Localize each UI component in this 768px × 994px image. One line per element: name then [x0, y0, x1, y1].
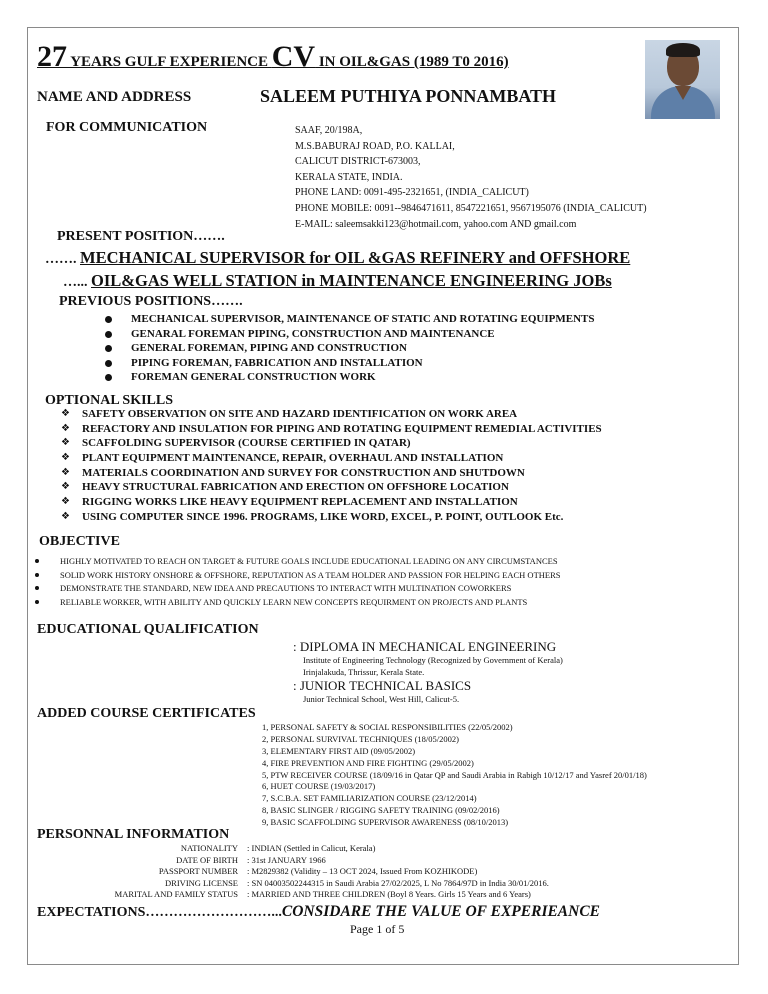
list-item: DEMONSTRATE THE STANDARD, NEW IDEA AND PRECAUTIONS TO INTERACT WITH MULTINATION COWORKERS [34, 583, 561, 597]
list-item: 1, PERSONAL SAFETY & SOCIAL RESPONSIBILITIES (22/05/2002) [262, 722, 513, 732]
cv-title [37, 40, 509, 74]
list-item: GENARAL FOREMAN PIPING, CONSTRUCTION AND MAINTENANCE [104, 328, 595, 343]
list-item: ❖ USING COMPUTER SINCE 1996. PROGRAMS, LIKE WORD, EXCEL, P. POINT, OUTLOOK Etc. [61, 510, 564, 523]
list-item: FOREMAN GENERAL CONSTRUCTION WORK [104, 371, 595, 386]
diamond-bullet-icon: ❖ [61, 510, 70, 522]
present-position-line-1 [45, 248, 630, 268]
education-diploma-place: Irinjalakuda, Thrissur, Kerala State. [303, 667, 425, 677]
personal-info-label: PERSONNAL INFORMATION [37, 827, 230, 842]
title-years-number: 27 [37, 40, 67, 73]
expectations-line [37, 903, 600, 921]
objective-list [34, 556, 561, 610]
address-block [295, 123, 647, 232]
list-item: ❖ HEAVY STRUCTURAL FABRICATION AND ERECTION ON OFFSHORE LOCATION [61, 481, 509, 494]
objective-label: OBJECTIVE [39, 534, 120, 549]
diamond-bullet-icon: ❖ [61, 481, 70, 493]
name-label: NAME AND ADDRESS [37, 89, 192, 105]
address-line: CALICUT DISTRICT-673003, [295, 156, 421, 168]
list-item: 5, PTW RECEIVER COURSE (18/09/16 in Qatar QP and Saudi Arabia in Rabigh 10/12/17 and Yasref 20/01/18) [262, 769, 647, 780]
title-cv: CV [271, 40, 316, 73]
list-item: 3, ELEMENTARY FIRST AID (09/05/2002) [262, 745, 416, 756]
list-item: PIPING FOREMAN, FABRICATION AND INSTALLATION [104, 357, 595, 372]
personal-field-value: : MARRIED AND THREE CHILDREN (Boyl 8 Years. Girls 15 Years and 6 Years) [247, 889, 531, 900]
list-item: ❖ MATERIALS COORDINATION AND SURVEY FOR CONSTRUCTION AND SHUTDOWN [61, 466, 525, 479]
diamond-bullet-icon: ❖ [61, 437, 70, 449]
optional-skills-label: OPTIONAL SKILLS [45, 393, 173, 408]
address-line: M.S.BABURAJ ROAD, P.O. KALLAI, [295, 140, 455, 152]
personal-field-label: DRIVING LICENSE [165, 877, 238, 888]
diamond-bullet-icon: ❖ [61, 452, 70, 464]
phone-mobile: PHONE MOBILE: 0091--9846471611, 8547221651, 9567195076 (INDIA_CALICUT) [295, 202, 647, 214]
list-item: ❖ SAFETY OBSERVATION ON SITE AND HAZARD IDENTIFICATION ON WORK AREA [61, 408, 518, 420]
personal-field-value: : INDIAN (Settled in Calicut, Kerala) [247, 843, 376, 853]
personal-field-label: NATIONALITY [180, 843, 238, 853]
list-item: 7, S.C.B.A. SET FAMILIARIZATION COURSE (23/12/2014) [262, 793, 477, 804]
communication-label: FOR COMMUNICATION [46, 120, 208, 135]
personal-field-label: MARITAL AND FAMILY STATUS [114, 889, 238, 900]
personal-field-label: DATE OF BIRTH [176, 854, 238, 865]
list-item: ❖ PLANT EQUIPMENT MAINTENANCE, REPAIR, OVERHAUL AND INSTALLATION [61, 452, 504, 465]
email-line: E-MAIL: saleemsakki123@hotmail.com, yahoo.com AND gmail.com [295, 218, 577, 230]
list-item: RELIABLE WORKER, WITH ABILITY AND QUICKLY LEARN NEW CONCEPTS REQUIRMENT ON PROJECTS AND PLANTS [34, 597, 561, 611]
list-item: ❖ SCAFFOLDING SUPERVISOR (COURSE CERTIFIED IN QATAR) [61, 437, 411, 450]
address-line: KERALA STATE, INDIA. [295, 171, 403, 183]
title-part-2: IN OIL&GAS (1989 T0 2016) [315, 54, 509, 70]
list-item: ❖ REFACTORY AND INSULATION FOR PIPING AND ROTATING EQUIPMENT REMEDIAL ACTIVITIES [61, 422, 602, 435]
page-number: Page 1 of 5 [350, 922, 405, 936]
diamond-bullet-icon: ❖ [61, 496, 70, 508]
name-value: SALEEM PUTHIYA PONNAMBATH [260, 86, 557, 106]
title-part-1: YEARS GULF EXPERIENCE [67, 54, 272, 70]
present-position-1: MECHANICAL SUPERVISOR for OIL &GAS REFINERY and OFFSHORE [80, 248, 631, 267]
personal-info-values [247, 843, 549, 901]
personal-field-value: : SN 04003502244315 in Saudi Arabia 27/02/2025, L No 7864/97D in India 30/01/2016. [247, 877, 549, 888]
expectations-value: CONSIDARE THE VALUE OF EXPERIEANCE [281, 903, 601, 920]
education-junior: : JUNIOR TECHNICAL BASICS [293, 678, 472, 693]
list-item: 9, BASIC SCAFFOLDING SUPERVISOR AWARENESS (08/10/2013) [262, 817, 509, 828]
list-item: SOLID WORK HISTORY ONSHORE & OFFSHORE, REPUTATION AS A TEAM HOLDER AND PASSION FOR HELPING EACH OTHERS [34, 570, 561, 584]
personal-field-value: : 31st JANUARY 1966 [247, 854, 326, 865]
diamond-bullet-icon: ❖ [61, 408, 70, 419]
previous-positions-label: PREVIOUS POSITIONS……. [59, 294, 243, 309]
education-junior-institute: Junior Technical School, West Hill, Calicut-5. [303, 694, 460, 704]
list-item: HIGHLY MOTIVATED TO REACH ON TARGET & FUTURE GOALS INCLUDE EDUCATIONAL LEADING ON ANY CIRCUMSTANCES [34, 556, 561, 570]
list-item: GENERAL FOREMAN, PIPING AND CONSTRUCTION [104, 342, 595, 357]
expectations-label: EXPECTATIONS………………………... [37, 905, 282, 920]
optional-skills-list [60, 408, 602, 526]
education-diploma: : DIPLOMA IN MECHANICAL ENGINEERING [293, 639, 557, 654]
list-item: 8, BASIC SLINGER / RIGGING SAFETY TRAINING (09/02/2016) [262, 805, 500, 816]
personal-field-value: : M2829382 (Validity – 13 OCT 2024, Issued From KOZHIKODE) [247, 866, 478, 877]
personal-field-label: PASSPORT NUMBER [158, 866, 238, 877]
previous-positions-list [104, 313, 595, 386]
list-item: 4, FIRE PREVENTION AND FIRE FIGHTING (29/05/2002) [262, 757, 474, 768]
courses-list [262, 722, 647, 829]
courses-label: ADDED COURSE CERTIFICATES [37, 706, 256, 721]
present-position-label: PRESENT POSITION……. [57, 229, 225, 244]
diamond-bullet-icon: ❖ [61, 422, 70, 434]
phone-land: PHONE LAND: 0091-495-2321651, (INDIA_CALICUT) [295, 187, 529, 199]
present-dots-1: ……. [45, 252, 80, 267]
list-item: MECHANICAL SUPERVISOR, MAINTENANCE OF STATIC AND ROTATING EQUIPMENTS [104, 313, 595, 328]
present-dots-2: …... [63, 275, 91, 290]
personal-info-labels [80, 843, 238, 901]
diamond-bullet-icon: ❖ [61, 466, 70, 478]
education-diploma-institute: Institute of Engineering Technology (Recognized by Government of Kerala) [303, 655, 563, 665]
present-position-line-2 [63, 271, 612, 291]
list-item: 2, PERSONAL SURVIVAL TECHNIQUES (18/05/2002) [262, 733, 459, 744]
list-item: 6, HUET COURSE (19/03/2017) [262, 781, 376, 792]
present-position-2: OIL&GAS WELL STATION in MAINTENANCE ENGINEERING JOBs [91, 271, 612, 290]
profile-photo [645, 40, 720, 119]
address-line: SAAF, 20/198A, [295, 125, 363, 136]
education-label: EDUCATIONAL QUALIFICATION [37, 622, 259, 637]
list-item: ❖ RIGGING WORKS LIKE HEAVY EQUIPMENT REPLACEMENT AND INSTALLATION [61, 496, 518, 509]
